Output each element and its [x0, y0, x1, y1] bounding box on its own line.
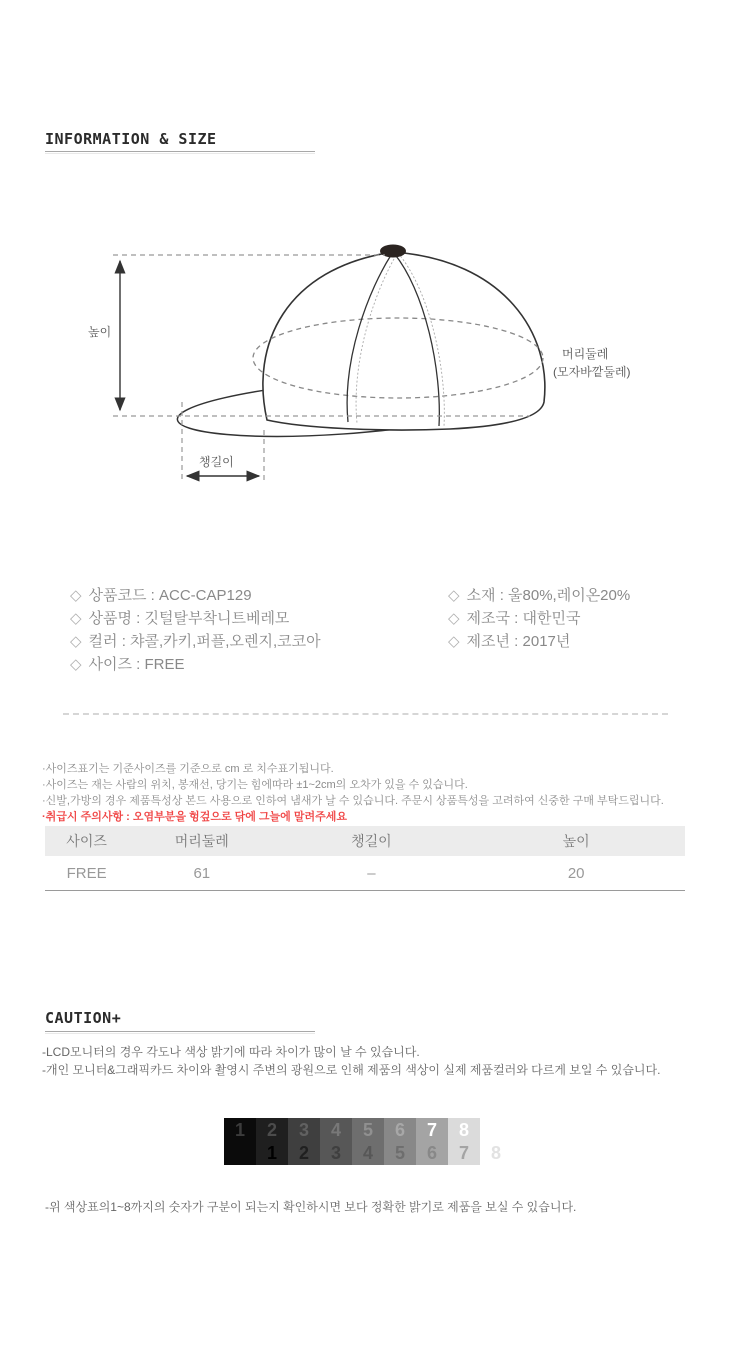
caution-title: CAUTION+	[45, 1009, 122, 1027]
detail-text: 컬러 : 챠콜,카키,퍼플,오렌지,코코아	[88, 633, 321, 650]
size-table-header	[45, 826, 685, 856]
scale-cell-1	[224, 1118, 256, 1165]
circumference-label-line1: 머리둘레	[562, 347, 609, 361]
diamond-bullet-icon: ◇	[448, 633, 460, 650]
detail-text: 사이즈 : FREE	[88, 656, 185, 673]
scale-number-top: 5	[362, 1120, 373, 1140]
scale-cell-4	[320, 1118, 352, 1165]
scale-number-bottom: 1	[266, 1143, 277, 1163]
diamond-bullet-icon: ◇	[70, 656, 82, 673]
scale-number-bottom: 6	[426, 1143, 437, 1163]
detail-year	[448, 630, 630, 653]
scale-number-top: 4	[330, 1120, 341, 1140]
scale-number-top: 6	[394, 1120, 405, 1140]
scale-number-bottom: 3	[330, 1143, 341, 1163]
circumference-labels	[553, 346, 631, 379]
detail-text: 제조국 : 대한민국	[466, 610, 581, 627]
scale-cell-9	[480, 1118, 512, 1165]
column-header-height: 높이	[562, 833, 590, 849]
detail-text: 상품명 : 깃털탈부착니트베레모	[88, 610, 290, 627]
scale-cell-5	[352, 1118, 384, 1165]
caution-line: -개인 모니터&그래픽카드 차이와 촬영시 주변의 광원으로 인해 제품의 색상이 실제 제품컬러와 다르게 보일 수 있습니다.	[42, 1063, 661, 1077]
detail-color	[70, 630, 321, 653]
scale-number-bottom: 4	[362, 1143, 373, 1163]
caution-title-rule	[45, 1031, 315, 1034]
care-warning-line: ·취급시 주의사항 : 오염부분을 헝겊으로 닦에 그늘에 말려주세요	[42, 811, 347, 823]
scale-cell-3	[288, 1118, 320, 1165]
height-label: 높이	[88, 325, 112, 339]
scale-cell-8	[448, 1118, 480, 1165]
size-notes	[42, 761, 664, 825]
detail-country	[448, 607, 630, 630]
scale-number-top: 2	[266, 1120, 277, 1140]
cell-brim: –	[367, 864, 376, 882]
scale-number-top: 1	[234, 1120, 245, 1140]
column-header-size: 사이즈	[66, 833, 107, 849]
column-header-brim: 챙길이	[351, 833, 392, 849]
product-details-left	[70, 584, 321, 676]
scale-cell-2	[256, 1118, 288, 1165]
grayscale-calibration-bar	[224, 1118, 512, 1165]
cell-size: FREE	[66, 864, 107, 882]
scale-cell-7	[416, 1118, 448, 1165]
size-table	[45, 826, 685, 891]
scale-number-bottom: 5	[394, 1143, 405, 1163]
scale-number-top: 7	[426, 1120, 437, 1140]
size-note-line: ·사이즈표기는 기준사이즈를 기준으로 cm 로 치수표기됩니다.	[42, 763, 334, 775]
cell-circumference: 61	[193, 864, 211, 882]
diamond-bullet-icon: ◇	[448, 587, 460, 604]
scale-cell-6	[384, 1118, 416, 1165]
information-title-rule	[45, 151, 315, 154]
detail-text: 제조년 : 2017년	[466, 633, 571, 650]
product-details-right	[448, 584, 630, 653]
detail-size	[70, 653, 321, 676]
diamond-bullet-icon: ◇	[70, 610, 82, 627]
cell-height: 20	[567, 864, 585, 882]
detail-product-code	[70, 584, 321, 607]
information-size-title: INFORMATION & SIZE	[45, 130, 217, 148]
size-note-line: ·사이즈는 재는 사람의 위치, 봉재선, 당기는 힘에따라 ±1~2cm의 오차가 있을 수 있습니다.	[42, 779, 468, 791]
detail-material	[448, 584, 630, 607]
column-header-circumference: 머리둘레	[174, 833, 229, 849]
cap-measurement-diagram	[80, 230, 640, 490]
brim-length-label: 챙길이	[199, 455, 234, 469]
scale-number-bottom: 2	[298, 1143, 309, 1163]
size-note-line: ·신발,가방의 경우 제품특성상 본드 사용으로 인하여 냄새가 날 수 있습니다. 주문시 상품특성을 고려하여 신중한 구매 부탁드립니다.	[42, 795, 664, 807]
diamond-bullet-icon: ◇	[70, 587, 82, 604]
diamond-bullet-icon: ◇	[70, 633, 82, 650]
caution-notes	[42, 1043, 660, 1079]
circumference-label-line2: (모자바깥둘레)	[553, 365, 631, 379]
table-row	[45, 856, 685, 891]
scale-number-top: 8	[458, 1120, 469, 1140]
calibration-footer-note: -위 색상표의1~8까지의 숫자가 구분이 되는지 확인하시면 보다 정확한 밝기로 제품을 보실 수 있습니다.	[45, 1200, 577, 1214]
detail-text: 소재 : 울80%,레이온20%	[466, 587, 631, 604]
scale-number-bottom: 8	[490, 1143, 501, 1163]
detail-text: 상품코드 : ACC-CAP129	[88, 587, 252, 604]
cap-crown	[263, 252, 545, 430]
cap-diagram-drawing	[80, 230, 640, 490]
dashed-divider	[63, 713, 668, 715]
scale-number-bottom: 7	[458, 1143, 469, 1163]
diamond-bullet-icon: ◇	[448, 610, 460, 627]
detail-product-name	[70, 607, 321, 630]
scale-number-top: 3	[298, 1120, 309, 1140]
caution-line: -LCD모니터의 경우 각도나 색상 밝기에 따라 차이가 많이 날 수 있습니다.	[42, 1045, 420, 1059]
